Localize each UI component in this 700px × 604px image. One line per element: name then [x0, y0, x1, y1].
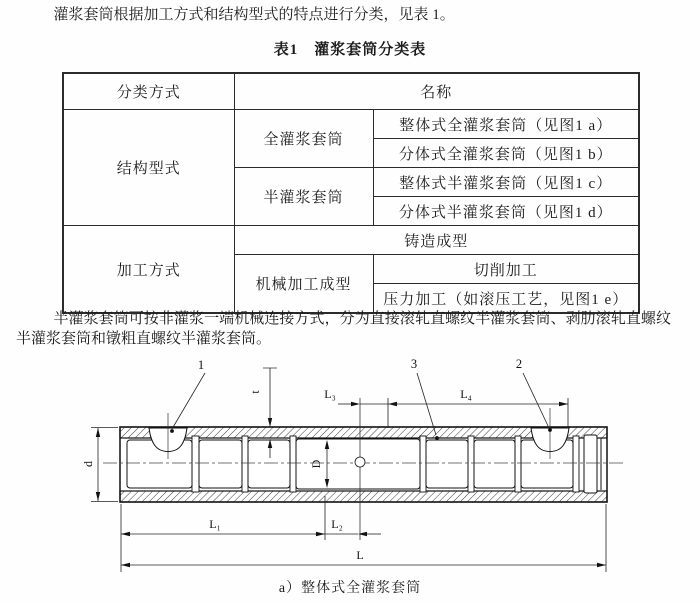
- classification-table: [62, 72, 640, 314]
- intro-paragraph: 灌浆套筒根据加工方式和结构型式的特点进行分类，见表 1。: [53, 7, 455, 23]
- cell-half-sleeve: 半灌浆套筒: [234, 168, 373, 226]
- figure-caption: a）整体式全灌浆套筒: [278, 581, 422, 596]
- cell-cutting: 切削加工: [373, 255, 639, 284]
- half-sleeve-paragraph: 半灌浆套筒可按非灌浆一端机械连接方式，分为直接滚轧直螺纹半灌浆套筒、剥肋滚轧直螺纹半灌浆套筒和镦粗直螺纹半灌浆套筒。: [16, 311, 671, 347]
- table-title: 表1 灌浆套筒分类表: [273, 42, 427, 58]
- dim-label-d: d: [81, 461, 95, 467]
- dim-d: [91, 428, 118, 502]
- dim-label-D: D: [309, 459, 323, 469]
- part-label-2: 2: [515, 357, 523, 371]
- header-classification: 分类方式: [63, 73, 234, 110]
- cell-half-split: 分体式半灌浆套筒（见图1 d）: [373, 197, 639, 226]
- dim-label-L1: L₁: [209, 517, 221, 531]
- cell-casting: 铸造成型: [234, 226, 639, 255]
- cell-structure-type: 结构型式: [63, 110, 234, 226]
- cell-full-integral: 整体式全灌浆套筒（见图1 a）: [373, 110, 639, 139]
- part-label-1: 1: [197, 358, 205, 372]
- dim-L3-L4: [338, 398, 568, 428]
- cell-full-sleeve: 全灌浆套筒: [234, 110, 373, 168]
- cell-full-split: 分体式全灌浆套筒（见图1 b）: [373, 139, 639, 168]
- header-name: 名称: [234, 73, 639, 110]
- seal-ring-groove: [584, 435, 597, 493]
- dim-label-L3: L₃: [324, 387, 336, 401]
- dim-label-L: L: [356, 548, 364, 562]
- cell-machining: 机械加工成型: [234, 255, 373, 314]
- cell-pressing: 压力加工（如滚压工艺，见图1 e）: [373, 284, 639, 314]
- dim-label-L2: L₂: [331, 517, 343, 531]
- figure-1a-drawing: [0, 355, 700, 595]
- dim-label-L4: L₄: [460, 387, 472, 401]
- cell-half-integral: 整体式半灌浆套筒（见图1 c）: [373, 168, 639, 197]
- part-label-3: 3: [410, 357, 418, 371]
- cell-process-type: 加工方式: [63, 226, 234, 314]
- dim-label-t: t: [248, 390, 262, 394]
